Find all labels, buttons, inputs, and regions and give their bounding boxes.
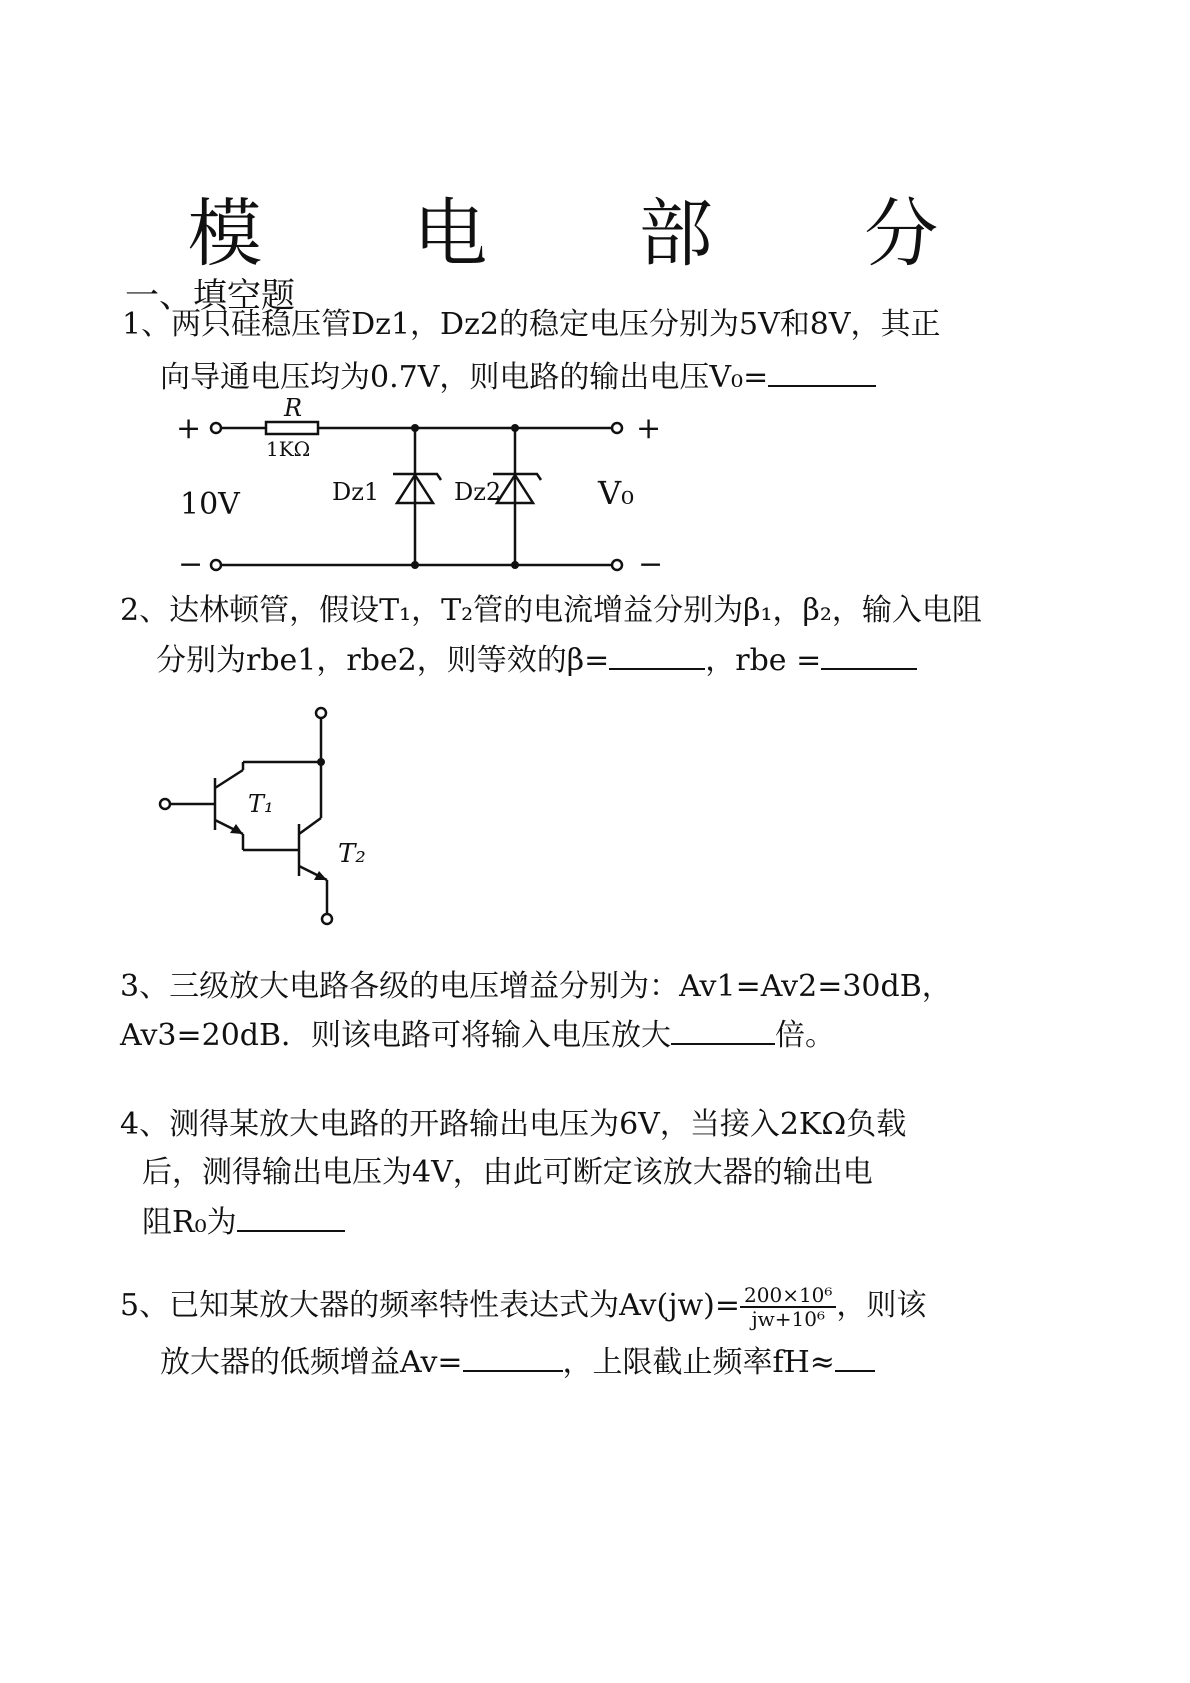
junction-dot — [511, 561, 519, 569]
darlington-circuit-diagram — [0, 700, 500, 940]
question-2-text-b: ，rbe = — [705, 643, 822, 678]
zener-circuit-diagram — [0, 390, 1190, 580]
answer-blank-av[interactable] — [463, 1340, 563, 1372]
question-3-line-1: 3、三级放大电路各级的电压增益分别为：Av1=Av2=30dB， — [120, 969, 952, 1004]
page-title: 模 电 部 分 — [187, 191, 1003, 277]
question-4-text: 阻R₀为 — [142, 1205, 237, 1240]
input-voltage-label: 10V — [180, 487, 240, 522]
fraction-denominator: jw+10⁶ — [751, 1307, 825, 1331]
question-1-line-1: 1、两只硅稳压管Dz1，Dz2的稳定电压分别为5V和8V，其正 — [122, 307, 941, 342]
resistor-label: R — [284, 394, 303, 422]
output-terminal-bottom — [612, 560, 622, 570]
question-2-line-2 — [156, 638, 917, 682]
t2-label: T₂ — [338, 839, 366, 869]
plus-left-label: + — [176, 411, 202, 446]
question-5-text-c: 放大器的低频增益Av= — [160, 1345, 463, 1380]
question-5-text-a: 5、已知某放大器的频率特性表达式为Av(jw)= — [120, 1288, 741, 1323]
question-1-text: 向导通电压均为0.7V，则电路的输出电压V₀= — [160, 360, 769, 395]
question-2-text-a: 分别为rbe1，rbe2，则等效的β= — [156, 643, 610, 678]
junction-dot — [511, 424, 519, 432]
question-3-text-b: 倍。 — [775, 1018, 836, 1053]
minus-left-label: − — [178, 547, 204, 582]
question-4-line-3 — [142, 1200, 345, 1244]
resistor-value: 1KΩ — [266, 437, 311, 461]
input-terminal-top — [211, 423, 221, 433]
section-heading: 一、填空题 — [125, 276, 295, 316]
plus-right-label: + — [636, 411, 662, 446]
answer-blank-gain[interactable] — [671, 1013, 775, 1045]
junction-dot — [317, 758, 325, 766]
junction-dot — [411, 561, 419, 569]
dz1-label: Dz1 — [332, 478, 380, 506]
answer-blank-rbe[interactable] — [821, 638, 917, 670]
question-5-text-d: ，上限截止频率fH≈ — [562, 1345, 835, 1380]
answer-blank-v0[interactable] — [768, 355, 876, 387]
question-5-line-1 — [120, 1284, 926, 1330]
question-5-text-b: ，则该 — [836, 1288, 927, 1323]
question-2-line-1: 2、达林顿管，假设T₁，T₂管的电流增益分别为β₁，β₂，输入电阻 — [120, 593, 982, 628]
junction-dot — [411, 424, 419, 432]
answer-blank-beta[interactable] — [609, 638, 705, 670]
resistor-r — [266, 422, 318, 434]
question-3-line-2 — [120, 1013, 835, 1057]
question-3-text-a: Av3=20dB．则该电路可将输入电压放大 — [120, 1018, 672, 1053]
question-4-line-1: 4、测得某放大电路的开路输出电压为6V，当接入2KΩ负载 — [120, 1107, 907, 1142]
dz2-label: Dz2 — [454, 478, 502, 506]
transfer-function-fraction — [740, 1284, 836, 1330]
emitter-terminal — [322, 914, 332, 924]
output-terminal-top — [612, 423, 622, 433]
question-5-line-2 — [160, 1340, 875, 1384]
collector-terminal — [316, 708, 326, 718]
question-4-line-2: 后，测得输出电压为4V，由此可断定该放大器的输出电 — [142, 1155, 873, 1190]
output-voltage-label: V₀ — [598, 474, 634, 512]
fraction-numerator: 200×10⁶ — [740, 1284, 836, 1308]
minus-right-label: − — [638, 547, 664, 582]
input-terminal-bottom — [211, 560, 221, 570]
t1-label: T₁ — [248, 790, 274, 818]
base-terminal — [160, 799, 170, 809]
answer-blank-r0[interactable] — [237, 1200, 345, 1232]
answer-blank-fh[interactable] — [835, 1340, 875, 1372]
